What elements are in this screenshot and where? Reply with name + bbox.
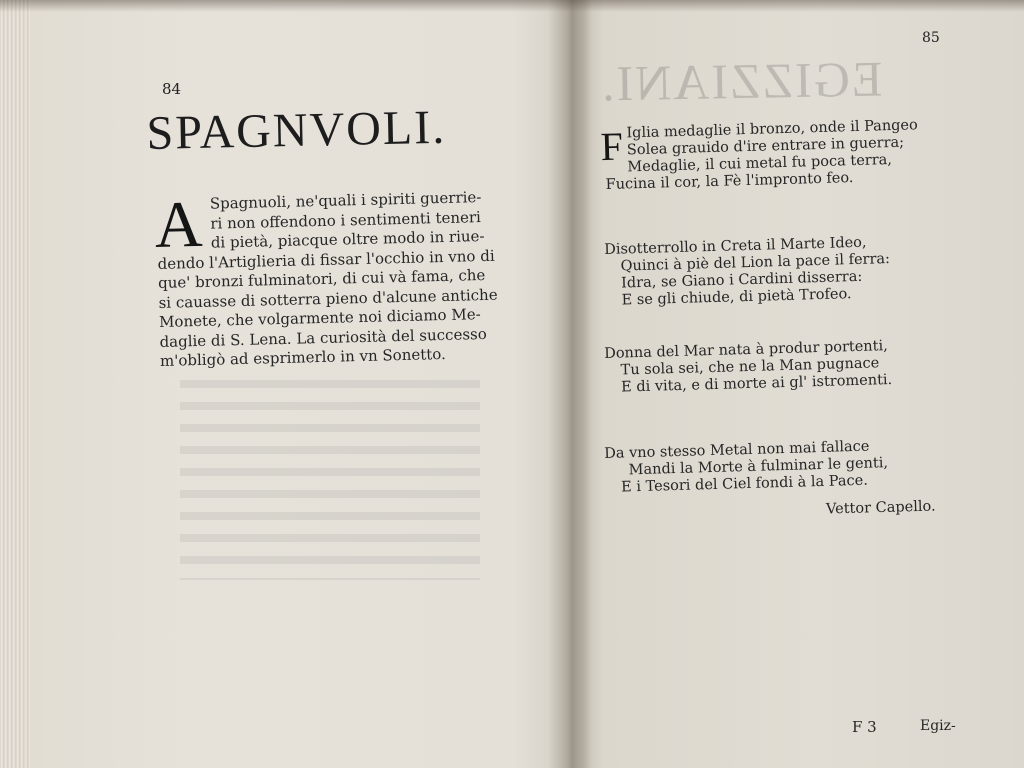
poem-stanza-1 [599,115,1006,194]
verse-line: Quinci à piè del Lion la pace il ferra: [620,251,891,275]
verse-line: E se gli chiude, di pietà Trofeo. [621,286,852,309]
verse-line: E di vita, e di morte ai gl' istromenti. [620,371,893,396]
verse-line: Donna del Mar nata à produr portenti, [604,338,888,362]
paragraph [153,186,550,371]
verse-line: Tu sola sei, che ne la Man pugnace [620,355,880,379]
text-line: Spagnuoli, ne'quali i spiriti guerrie- [209,188,482,213]
right-page [590,0,1024,768]
verse-line: Mandi la Morte à fulminar le genti, [628,455,889,479]
bleed-through-title: EGIZZIANI. [599,50,883,112]
page-edges [0,0,30,768]
verse-line: Solea grauido d'ire entrare in guerra; [626,134,905,159]
text-line: di pietà, piacque oltre modo in riue- [210,226,485,252]
book-gutter [548,0,592,768]
text-line: que' bronzi fulminatori, di cui và fama, che [157,265,486,292]
text-line: daglie di S. Lena. La curiosità del successo [159,324,487,351]
left-body-text [153,186,550,371]
text-line: m'obligò ad esprimerlo in vn Sonetto. [159,344,447,370]
catchword: Egiz- [920,718,956,734]
verse-line: Fucina il cor, la Fè l'impronto feo. [605,170,854,193]
text-line: dendo l'Artiglieria di fissar l'occhio in vno di [157,246,495,273]
verse-line: Disotterrollo in Creta il Marte Ideo, [604,234,867,258]
page-number-left: 84 [162,80,182,98]
page-number-right: 85 [922,30,940,46]
page-title: SPAGNVOLI. [146,100,447,160]
left-page [30,0,550,768]
text-line: si cauasse di sotterra pieno d'alcune antiche [158,285,498,312]
poem-stanza-2 [604,231,1006,310]
verse-line: Idra, se Giano i Cardini disserra: [620,268,863,292]
drop-cap: F [599,123,624,170]
poem-stanza-4 [604,435,1005,497]
verse-line: E i Tesori del Ciel fondi à la Pace. [620,472,869,496]
text-line: Monete, che volgarmente noi diciamo Me- [158,305,481,331]
verse-line: Da vno stesso Metal non mai fallace [604,438,870,462]
poem-signature: Vettor Capello. [825,498,936,518]
signature-mark: F 3 [852,718,877,736]
poem-stanza-3 [604,335,1005,397]
text-line: ri non offendono i sentimenti teneri [210,207,482,233]
drop-cap: A [153,187,204,263]
bleed-through-text [180,380,480,580]
verse-line: Iglia medaglie il bronzo, onde il Pangeo [626,117,918,142]
verse-line: Medaglie, il cui metal fu poca terra, [627,151,893,176]
